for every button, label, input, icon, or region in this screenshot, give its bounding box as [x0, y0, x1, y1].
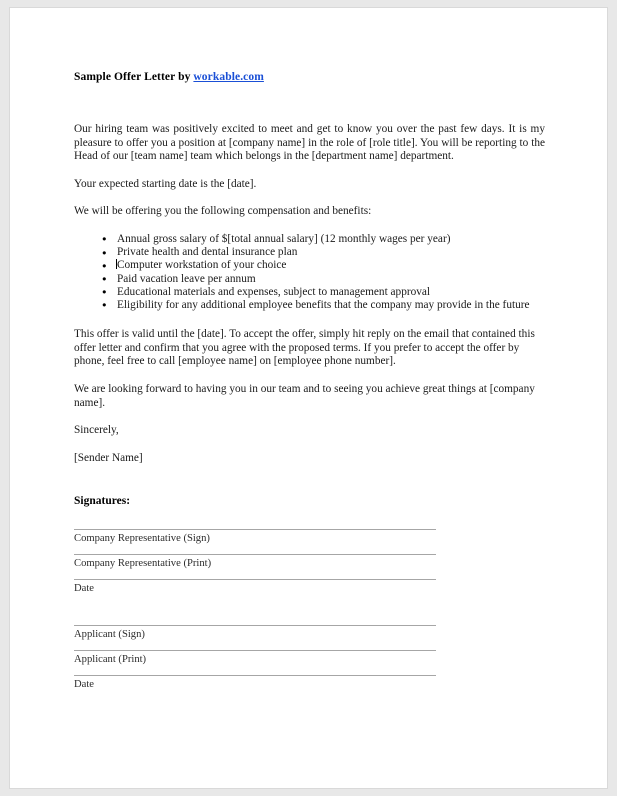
signature-row [74, 625, 436, 641]
benefit-text: Educational materials and expenses, subject to management approval [117, 285, 431, 298]
signatures-heading: Signatures: [74, 495, 131, 508]
benefit-text: Paid vacation leave per annum [117, 272, 256, 285]
list-item [74, 299, 545, 312]
signature-row [74, 554, 436, 570]
list-item [74, 233, 545, 246]
page-title-prefix: Sample Offer Letter by [74, 71, 194, 83]
validity-paragraph: This offer is valid until the [date]. To accept the offer, simply hit reply on the email that contained this offer letter and confirm that you agree with the proposed terms. If you prefer to accept the offer by phone, feel free to call [employee name] on [employee phone number]. [74, 328, 535, 368]
benefit-text: Eligibility for any additional employee benefits that the company may provide in the future [117, 298, 530, 311]
document-page [10, 8, 607, 788]
signature-row [74, 650, 436, 666]
signature-line[interactable] [74, 529, 436, 530]
company-signature-group [74, 529, 545, 595]
document-body [74, 70, 545, 700]
signature-line[interactable] [74, 650, 436, 651]
start-date-paragraph: Your expected starting date is the [date]. [74, 177, 257, 190]
sender-name-text: [Sender Name] [74, 451, 143, 464]
signature-label: Company Representative (Print) [74, 558, 212, 570]
signature-label: Date [74, 679, 94, 691]
benefit-text: Private health and dental insurance plan [117, 246, 298, 259]
signature-label: Date [74, 583, 94, 595]
benefits-list [74, 233, 545, 312]
list-item [74, 246, 545, 259]
workable-link[interactable]: workable.com [193, 71, 264, 83]
signature-row [74, 529, 436, 545]
signature-row [74, 675, 436, 691]
list-item [74, 259, 545, 272]
signature-line[interactable] [74, 554, 436, 555]
signature-line[interactable] [74, 625, 436, 626]
signature-line[interactable] [74, 579, 436, 580]
sign-off-text: Sincerely, [74, 424, 119, 437]
list-item [74, 286, 545, 299]
benefit-text: Computer workstation of your choice [117, 259, 287, 272]
applicant-signature-group [74, 625, 545, 691]
signature-label: Company Representative (Sign) [74, 533, 210, 545]
list-item [74, 273, 545, 286]
closing-note-paragraph: We are looking forward to having you in our team and to seeing you achieve great things at [company name]. [74, 382, 535, 409]
signature-label: Applicant (Sign) [74, 629, 145, 641]
benefit-text: Annual gross salary of $[total annual salary] (12 monthly wages per year) [117, 232, 451, 245]
page-title [74, 70, 545, 85]
intro-paragraph: Our hiring team was positively excited to meet and get to know you over the past few days. It is my pleasure to offer you a position at [company name] in the role of [role title]. You will be reporting to the Head of our [team name] team which belongs in the [department name] department. [74, 122, 545, 163]
signature-row [74, 579, 436, 595]
signature-line[interactable] [74, 675, 436, 676]
benefits-lead-paragraph: We will be offering you the following compensation and benefits: [74, 205, 372, 218]
signature-label: Applicant (Print) [74, 654, 147, 666]
